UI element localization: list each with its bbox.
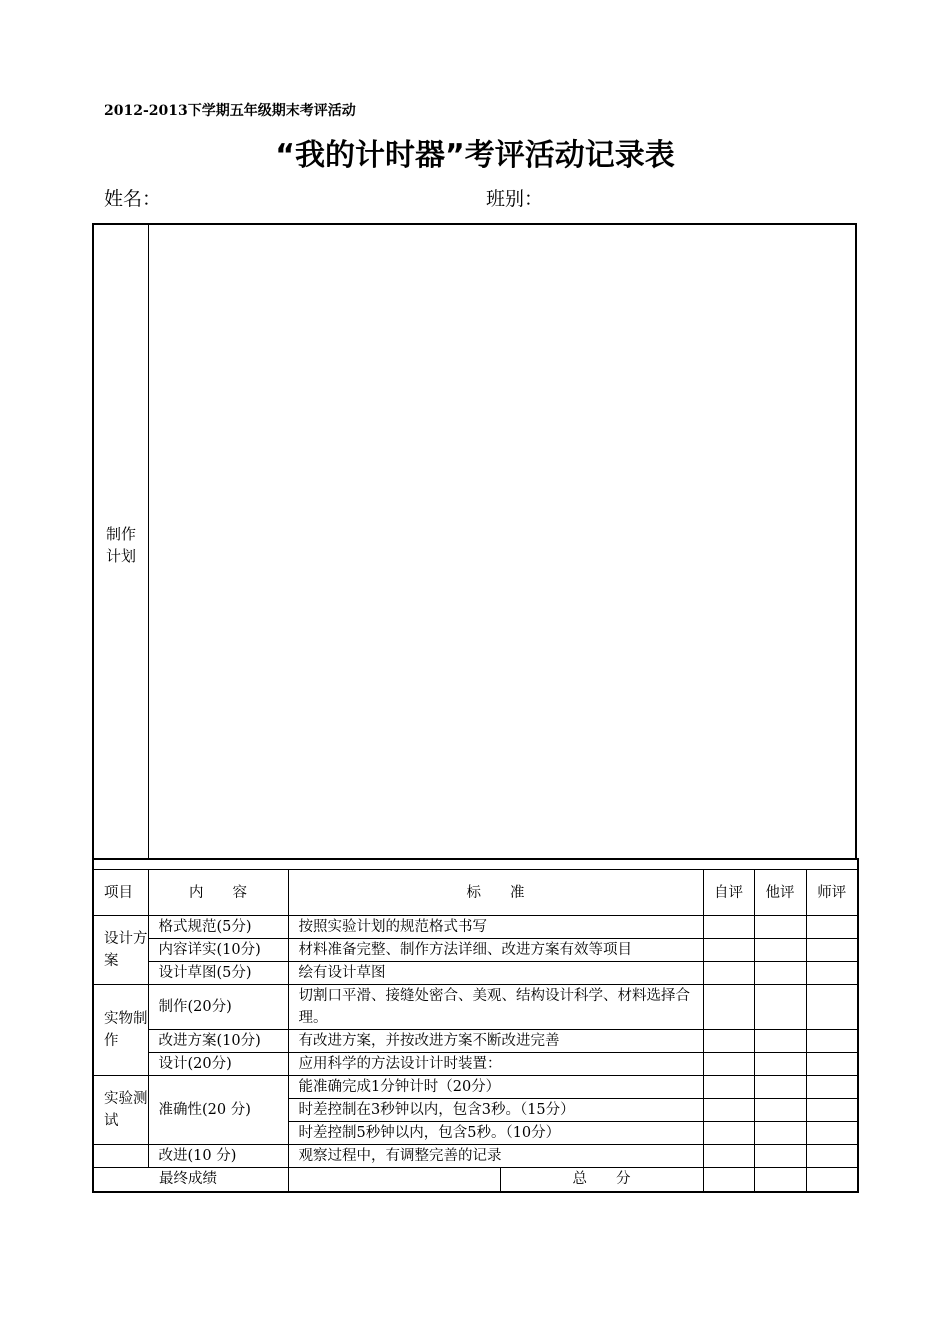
standard-cell: 材料准备完整、制作方法详细、改进方案有效等项目 [288, 939, 703, 962]
teacher-score-cell[interactable] [806, 1030, 858, 1053]
teacher-score-cell[interactable] [806, 1053, 858, 1076]
self-score-cell[interactable] [703, 1122, 754, 1145]
header-content: 内 容 [148, 870, 288, 916]
content-cell: 格式规范(5分) [148, 916, 288, 939]
peer-score-cell[interactable] [754, 939, 806, 962]
self-score-cell[interactable] [703, 939, 754, 962]
standard-cell: 时差控制5秒钟以内，包含5秒。（10分） [288, 1122, 703, 1145]
name-field-label: 姓名： [104, 188, 162, 210]
content-cell: 设计(20分) [148, 1053, 288, 1076]
self-score-cell[interactable] [703, 962, 754, 985]
final-grade-value[interactable] [288, 1168, 500, 1192]
content-cell: 准确性(20 分) [148, 1076, 288, 1145]
standard-cell: 观察过程中，有调整完善的记录 [288, 1145, 703, 1168]
table-row [93, 985, 858, 1030]
peer-score-cell[interactable] [754, 1053, 806, 1076]
table-row [93, 939, 858, 962]
plan-label-cell [94, 225, 149, 860]
peer-score-cell[interactable] [754, 962, 806, 985]
table-row [93, 1076, 858, 1099]
group-label: 设计方案 [93, 916, 148, 985]
group-label-empty [93, 1145, 148, 1168]
self-score-cell[interactable] [703, 1053, 754, 1076]
peer-score-cell[interactable] [754, 1076, 806, 1099]
teacher-score-cell[interactable] [806, 1076, 858, 1099]
table-row [93, 962, 858, 985]
teacher-score-cell[interactable] [806, 1099, 858, 1122]
standard-cell: 应用科学的方法设计计时装置： [288, 1053, 703, 1076]
standard-cell: 切割口平滑、接缝处密合、美观、结构设计科学、材料选择合理。 [288, 985, 703, 1030]
header-row [93, 870, 858, 916]
teacher-score-cell[interactable] [806, 939, 858, 962]
content-cell: 设计草图(5分) [148, 962, 288, 985]
self-score-cell[interactable] [703, 1076, 754, 1099]
total-score-label: 总 分 [500, 1168, 703, 1192]
table-row [93, 1030, 858, 1053]
group-label: 实验测试 [93, 1076, 148, 1145]
peer-score-cell[interactable] [754, 985, 806, 1030]
teacher-score-cell[interactable] [806, 1122, 858, 1145]
content-cell: 改进方案(10分) [148, 1030, 288, 1053]
peer-score-cell[interactable] [754, 916, 806, 939]
teacher-score-cell[interactable] [806, 962, 858, 985]
self-score-cell[interactable] [703, 1030, 754, 1053]
table-row [93, 1145, 858, 1168]
header-peer: 他评 [754, 870, 806, 916]
production-plan-box [92, 223, 857, 860]
content-cell: 改进(10 分) [148, 1145, 288, 1168]
header-self: 自评 [703, 870, 754, 916]
total-peer-cell[interactable] [754, 1168, 806, 1192]
content-cell: 内容详实(10分) [148, 939, 288, 962]
score-table [92, 858, 859, 1193]
standard-cell: 时差控制在3秒钟以内，包含3秒。（15分） [288, 1099, 703, 1122]
header-standard: 标 准 [288, 870, 703, 916]
header-teacher: 师评 [806, 870, 858, 916]
self-score-cell[interactable] [703, 1145, 754, 1168]
group-label: 实物制作 [93, 985, 148, 1076]
self-score-cell[interactable] [703, 985, 754, 1030]
peer-score-cell[interactable] [754, 1122, 806, 1145]
class-field-label: 班别： [486, 188, 544, 210]
standard-cell: 能准确完成1分钟计时（20分） [288, 1076, 703, 1099]
page-title: “我的计时器”考评活动记录表 [275, 138, 675, 173]
peer-score-cell[interactable] [754, 1145, 806, 1168]
peer-score-cell[interactable] [754, 1099, 806, 1122]
self-score-cell[interactable] [703, 1099, 754, 1122]
standard-cell: 按照实验计划的规范格式书写 [288, 916, 703, 939]
standard-cell: 绘有设计草图 [288, 962, 703, 985]
peer-score-cell[interactable] [754, 1030, 806, 1053]
spacer-row [93, 859, 858, 870]
content-cell: 制作(20分) [148, 985, 288, 1030]
activity-subtitle: 2012-2013下学期五年级期末考评活动 [104, 103, 356, 119]
total-self-cell[interactable] [703, 1168, 754, 1192]
final-grade-label: 最终成绩 [93, 1168, 288, 1192]
teacher-score-cell[interactable] [806, 1145, 858, 1168]
header-item: 项目 [93, 870, 148, 916]
plan-label-text: 制作计划 [106, 525, 137, 565]
teacher-score-cell[interactable] [806, 985, 858, 1030]
standard-cell: 有改进方案，并按改进方案不断改进完善 [288, 1030, 703, 1053]
table-row [93, 1053, 858, 1076]
total-teacher-cell[interactable] [806, 1168, 858, 1192]
teacher-score-cell[interactable] [806, 916, 858, 939]
final-row [93, 1168, 858, 1192]
table-row [93, 916, 858, 939]
self-score-cell[interactable] [703, 916, 754, 939]
plan-writing-area[interactable] [149, 225, 855, 860]
